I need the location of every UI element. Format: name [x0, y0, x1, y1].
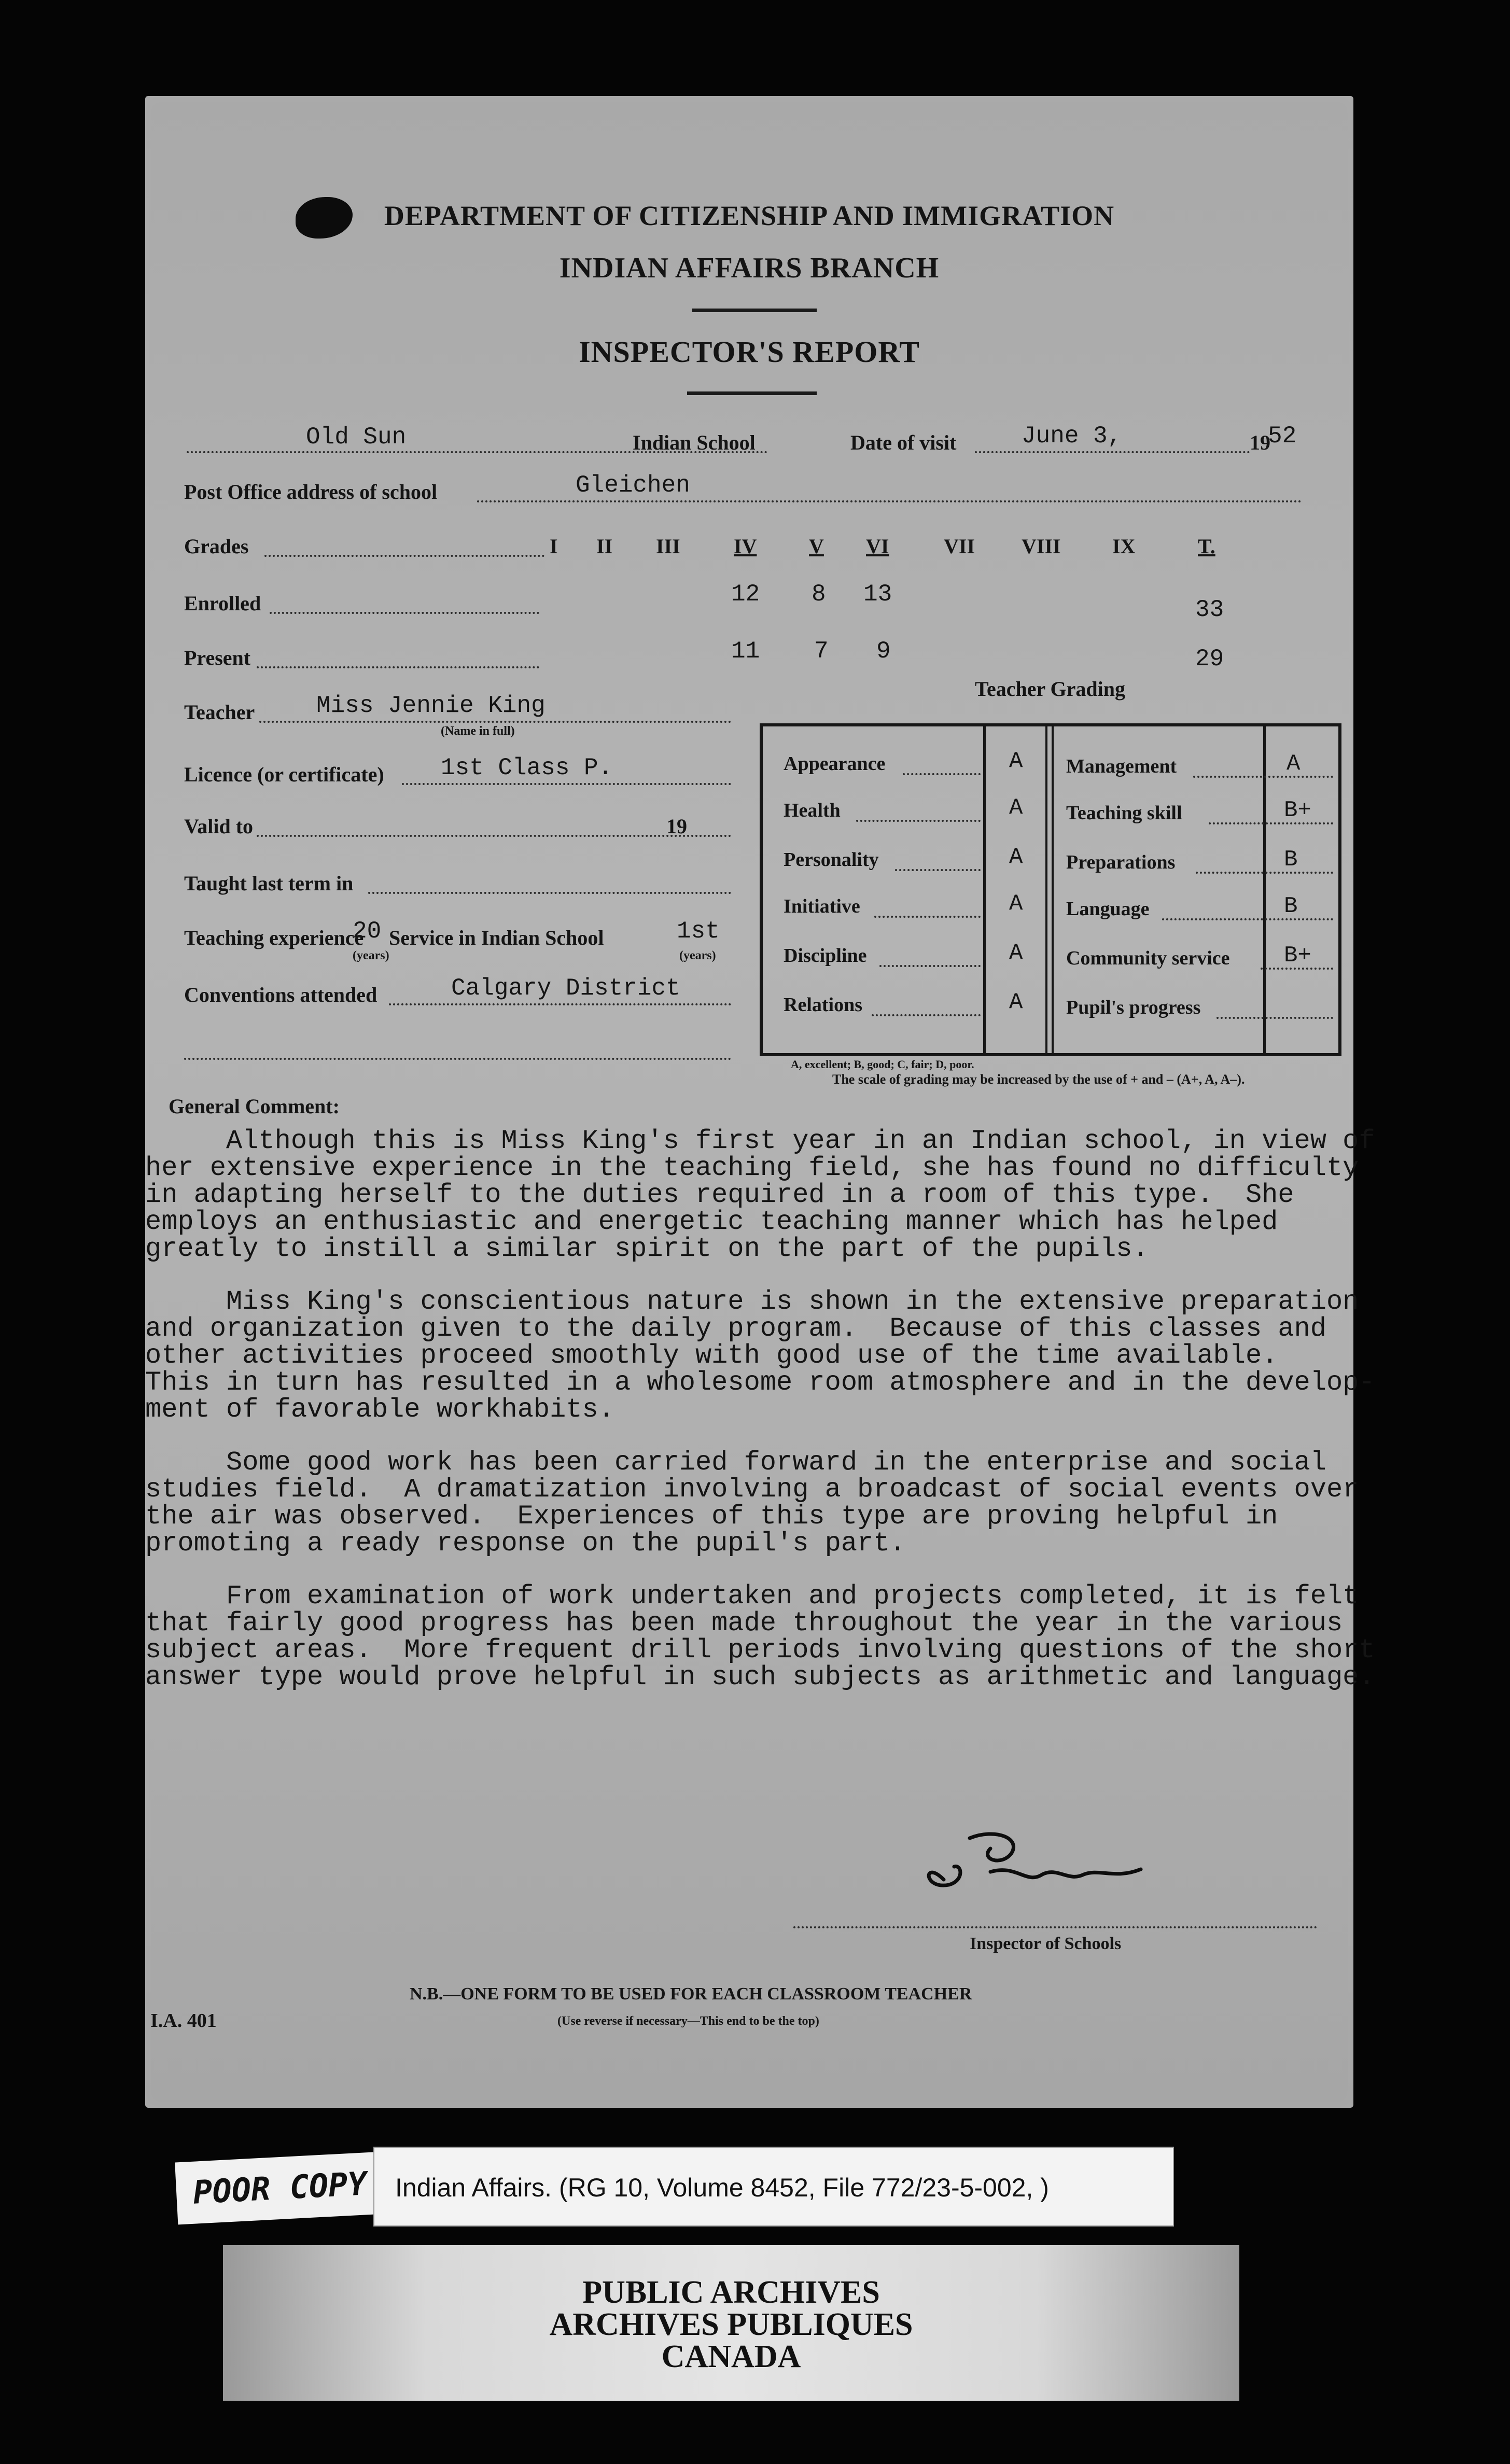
grading-teaching-skill-value: B+ — [1284, 797, 1311, 823]
grading-row-line — [1196, 872, 1333, 874]
valid-to-label: Valid to — [184, 815, 254, 838]
department-heading: DEPARTMENT OF CITIZENSHIP AND IMMIGRATION — [384, 200, 1115, 231]
post-office-address: Gleichen — [576, 472, 690, 499]
grading-row-line — [856, 820, 981, 822]
grading-row-line — [1209, 822, 1333, 824]
present-total: 29 — [1195, 646, 1224, 673]
experience-label: Teaching experience — [184, 926, 364, 949]
school-name: Old Sun — [306, 424, 407, 451]
grading-row-line — [903, 773, 981, 775]
form-number: I.A. 401 — [150, 2010, 217, 2032]
grades-label: Grades — [184, 535, 249, 558]
grade-header-III: III — [656, 535, 680, 558]
grade-header-total: T. — [1198, 535, 1215, 558]
inspector-signature-line — [793, 1926, 1317, 1928]
nb-note: N.B.—ONE FORM TO BE USED FOR EACH CLASSROOM TEACHER — [410, 1984, 972, 2004]
experience-years-note: (years) — [353, 949, 389, 962]
archive-reference: Indian Affairs. (RG 10, Volume 8452, File 772/23-5-002, ) — [395, 2173, 1049, 2202]
report-sheet — [145, 96, 1375, 2108]
heading-rule-1 — [692, 309, 817, 312]
licence-label: Licence (or certificate) — [184, 763, 384, 786]
grading-appearance-label: Appearance — [784, 753, 886, 775]
comment-paragraph-3: Some good work has been carried forward in the enterprise and social studies field. A dramatization involving a broadcast of social events over the air was observed. Experiences of this type are proving helpful in promoting a ready response on the pupil's part. — [145, 1447, 1359, 1559]
visit-year-prefix: 19 — [1250, 431, 1270, 454]
teacher-label: Teacher — [184, 701, 255, 724]
enrolled-IV: 12 — [731, 581, 760, 608]
grading-preparations-label: Preparations — [1066, 851, 1176, 873]
conventions-label: Conventions attended — [184, 983, 378, 1006]
grading-community-service-label: Community service — [1066, 947, 1230, 969]
grade-header-VI: VI — [866, 535, 889, 558]
archive-line-1: PUBLIC ARCHIVES — [582, 2275, 880, 2310]
branch-heading: INDIAN AFFAIRS BRANCH — [559, 252, 940, 284]
grading-teaching-skill-label: Teaching skill — [1066, 802, 1182, 824]
grading-discipline-value: A — [1009, 940, 1023, 966]
comment-paragraph-2: Miss King's conscientious nature is shown in the extensive preparation and organization given to the daily program. Because of this classes and other activities proceed smoothly with good use of the time available. This in turn has resulted in a wholesome room atmosphere and in the develop- ment of favorable workhabits. — [145, 1286, 1375, 1425]
present-VI: 9 — [876, 638, 891, 665]
grading-row-line — [1217, 1017, 1333, 1019]
grading-community-service-value: B+ — [1284, 943, 1311, 969]
grading-health-value: A — [1009, 795, 1023, 821]
service-value: 1st — [677, 918, 720, 945]
grading-relations-value: A — [1009, 989, 1023, 1015]
poor-copy-stamp: POOR COPY — [175, 2152, 385, 2225]
service-years-note: (years) — [679, 949, 716, 962]
present-line — [257, 666, 539, 668]
grading-management-value: A — [1287, 751, 1301, 777]
grading-divider-3 — [1052, 726, 1054, 1053]
enrolled-V: 8 — [812, 581, 826, 608]
present-label: Present — [184, 646, 251, 669]
grading-preparations-value: B — [1284, 847, 1298, 873]
grade-header-IV: IV — [734, 535, 757, 558]
conventions-line — [389, 1003, 731, 1005]
experience-value: 20 — [353, 918, 382, 945]
grading-appearance-value: A — [1009, 748, 1023, 774]
general-comment-label: General Comment: — [169, 1095, 340, 1118]
grading-initiative-label: Initiative — [784, 895, 860, 917]
valid-to-line — [257, 835, 731, 837]
licence-line — [402, 783, 731, 785]
grading-divider-2 — [1045, 726, 1047, 1053]
public-archives-stamp — [223, 2245, 1239, 2401]
enrolled-total: 33 — [1195, 596, 1224, 623]
teacher-grading-title: Teacher Grading — [975, 677, 1126, 701]
grading-row-line — [879, 965, 981, 967]
grading-row-line — [874, 916, 981, 918]
grading-discipline-label: Discipline — [784, 945, 867, 967]
grading-language-value: B — [1284, 893, 1298, 919]
present-IV: 11 — [731, 638, 760, 665]
grading-initiative-value: A — [1009, 891, 1023, 917]
teacher-name-note: (Name in full) — [441, 724, 515, 738]
grading-pupils-progress-label: Pupil's progress — [1066, 997, 1201, 1018]
grading-scale-note: The scale of grading may be increased by the use of + and – (A+, A, A–). — [832, 1072, 1245, 1087]
enrolled-VI: 13 — [863, 581, 892, 608]
grading-personality-value: A — [1009, 844, 1023, 870]
visit-year: 52 — [1268, 423, 1297, 450]
conventions-line-2 — [184, 1058, 731, 1060]
grading-management-label: Management — [1066, 755, 1177, 777]
archive-line-2: ARCHIVES PUBLIQUES — [549, 2307, 913, 2342]
grade-header-V: V — [809, 535, 824, 558]
grading-divider-1 — [983, 726, 986, 1053]
comment-paragraph-4: From examination of work undertaken and projects completed, it is felt that fairly good progress has been made throughout the year in the various subject areas. More frequent drill periods involving questions of the short answer type would prove helpful in such subjects as arithmetic and language. — [145, 1581, 1375, 1692]
visit-date: June 3, — [1022, 423, 1122, 450]
visit-date-line — [975, 451, 1250, 453]
grading-language-label: Language — [1066, 898, 1150, 920]
archive-reference-label — [373, 2147, 1174, 2227]
grading-row-line — [1193, 776, 1333, 778]
post-office-line — [477, 500, 1302, 502]
post-office-label: Post Office address of school — [184, 480, 438, 503]
heading-rule-2 — [687, 391, 817, 395]
valid-year-prefix: 19 — [666, 815, 687, 838]
enrolled-line — [270, 612, 539, 614]
report-title: INSPECTOR'S REPORT — [579, 335, 920, 369]
reverse-note: (Use reverse if necessary—This end to be the top) — [557, 2014, 819, 2028]
grading-scale-legend: A, excellent; B, good; C, fair; D, poor. — [791, 1058, 974, 1071]
grade-header-VIII: VIII — [1022, 535, 1061, 558]
teacher-line — [259, 721, 731, 723]
grading-row-line — [1162, 918, 1333, 920]
inspector-of-schools-label: Inspector of Schools — [970, 1934, 1122, 1953]
conventions-value: Calgary District — [451, 975, 680, 1002]
present-V: 7 — [814, 638, 829, 665]
grade-header-I: I — [550, 535, 558, 558]
general-comment-body — [145, 1126, 1375, 1717]
enrolled-label: Enrolled — [184, 592, 261, 615]
visit-date-label: Date of visit — [850, 431, 957, 454]
grade-header-IX: IX — [1112, 535, 1136, 558]
grade-header-II: II — [596, 535, 613, 558]
grading-row-line — [895, 869, 981, 871]
teacher-grading-box — [760, 723, 1341, 1056]
comment-paragraph-1: Although this is Miss King's first year in an Indian school, in view of her extensive experience in the teaching field, she has found no difficulty in adapting herself to the duties required in a room of this type. She employs an enthusiastic and energetic teaching manner which has helped greatly to instill a similar spirit on the part of the pupils. — [145, 1126, 1375, 1264]
inspector-signature — [913, 1823, 1162, 1911]
archive-line-3: CANADA — [661, 2339, 801, 2374]
teacher-name: Miss Jennie King — [316, 692, 546, 719]
service-label: Service in Indian School — [389, 926, 604, 949]
grading-relations-label: Relations — [784, 994, 862, 1016]
licence-value: 1st Class P. — [441, 754, 613, 781]
grading-personality-label: Personality — [784, 849, 879, 871]
grades-line — [264, 555, 544, 557]
grading-row-line — [872, 1014, 981, 1016]
taught-last-term-label: Taught last term in — [184, 872, 354, 895]
grade-header-VII: VII — [944, 535, 975, 558]
school-suffix-label: Indian School — [633, 431, 756, 454]
taught-last-term-line — [368, 892, 731, 894]
grading-health-label: Health — [784, 800, 841, 821]
